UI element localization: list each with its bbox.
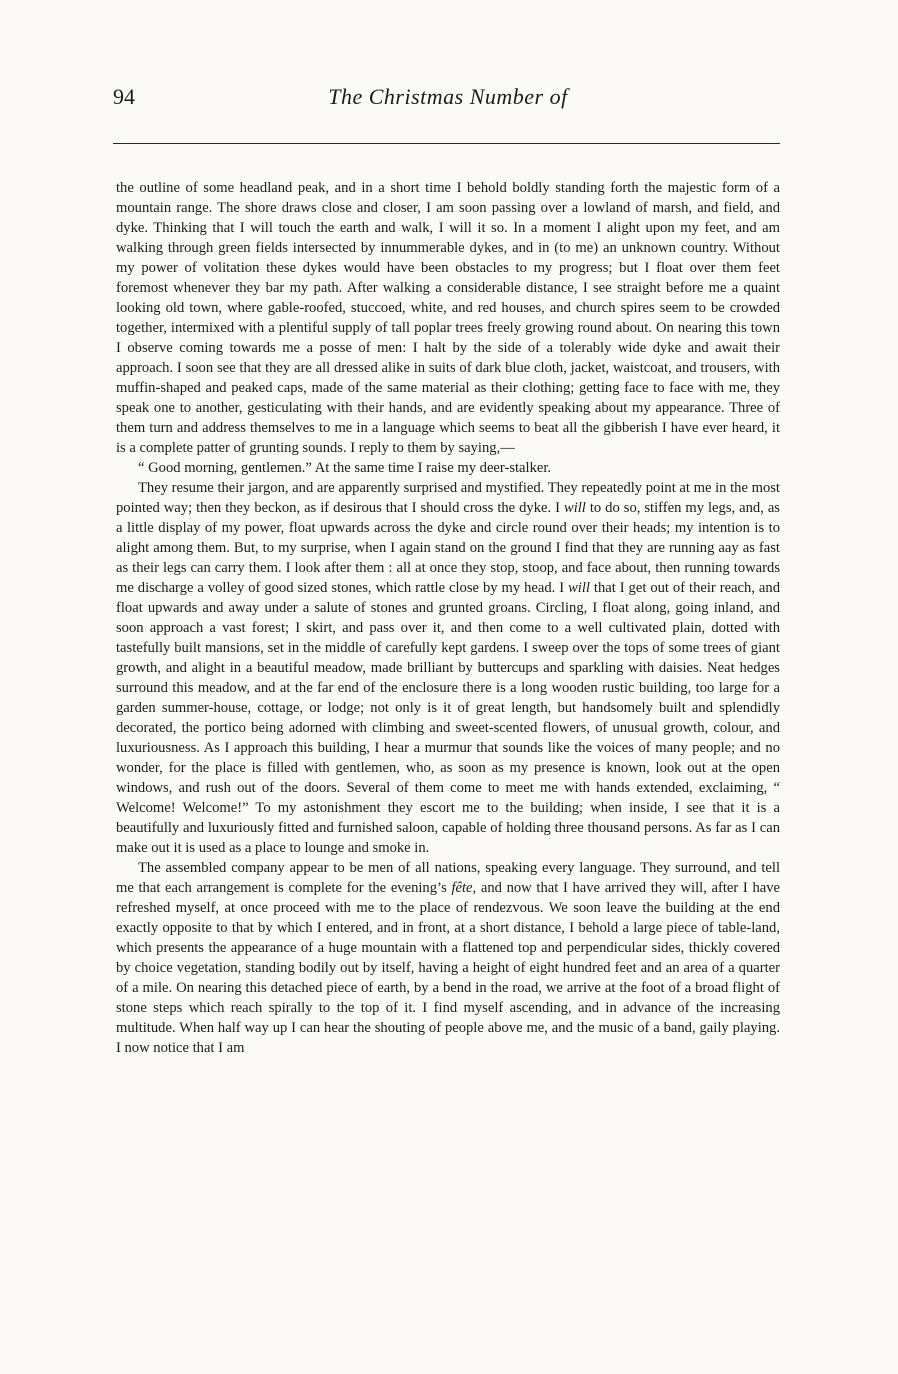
paragraph-4-part-b: , and now that I have arrived they will, after I have refreshed myself, at once proceed with me to the place of rendezvous. We soon leave the building at the end exactly opposite to that by which I entered, and in front, at a short distance, I behold a large piece of table-land, which presents the appearance of a huge mountain with a flattened top and perpendicular sides, thickly covered by choice vegetation, standing bodily out by itself, having a height of eight hundred feet and an area of a quarter of a mile. On nearing this detached piece of earth, by a bend in the road, we arrive at the foot of a broad flight of stone steps which reach spirally to the top of it. I find myself ascending, and in advance of the increasing multitude. When half way up I can hear the shouting of people above me, and the music of a band, gaily playing. I now notice that I am xyxy=(116,880,781,1056)
paragraph-3-part-c: that I get out of their reach, and float upwards and away under a salute of stones and grunted groans. Circling, I float along, going inland, and soon approach a vast forest; I skirt, and pass over it, and then come to a well cultivated plain, dotted with tastefully built mansions, set in the middle of carefully kept gardens. I sweep over the tops of some trees of giant growth, and alight in a beautiful meadow, made brilliant by buttercups and sparkling with daisies. Neat hedges surround this meadow, and at the far end of the enclosure there is a long wooden rustic building, too large for a garden summer-house, cottage, or lodge; not only is it of great length, but handsomely built and splendidly decorated, the portico being adorned with climbing and sweet-scented flowers, of unusual growth, colour, and luxuriousness. As I approach this building, I hear a murmur that sounds like the voices of many people; and no wonder, for the place is filled with gentlemen, who, as soon as my presence is known, look out at the open windows, and rush out of the doors. Several of them come to meet me with hands extended, exclaiming, “ Welcome! Welcome!” To my astonishment they escort me to the building; when inside, I see that it is a beautifully and luxuriously fitted and furnished saloon, capable of holding three thousand persons. As far as I can make out it is used as a place to lounge and smoke in. xyxy=(116,580,780,856)
paragraph-3-part-b: to do so, stiffen my legs, and, as a little display of my power, float upwards across the dyke and circle round over their heads; my intention is to alight among them. But, to my surprise, when I again stand on the ground I find that they are running aay as fast as their legs can carry them. I look after them : all at once they stop, stoop, and face about, then running towards me discharge a volley of good sized stones, which rattle close by my head. I xyxy=(116,500,780,596)
paragraph-3 xyxy=(116,478,780,858)
emphasis-fete: fête xyxy=(451,880,473,896)
paragraph-1: the outline of some headland peak, and in a short time I behold boldly standing forth the majestic form of a mountain range. The shore draws close and closer, I am soon passing over a lowland of marsh, and field, and dyke. Thinking that I will touch the earth and walk, I will it so. In a moment I alight upon my feet, and am walking through green fields intersected by innummerable dykes, and in (to me) an unknown country. Without my power of volitation these dykes would have been obstacles to my progress; but I float over them feet foremost whenever they bar my path. After walking a considerable distance, I see straight before me a quaint looking old town, where gable-roofed, stuccoed, white, and red houses, and church spires seem to be crowded together, intermixed with a plentiful supply of tall poplar trees freely growing round about. On nearing this town I observe coming towards me a posse of men: I halt by the side of a tolerably wide dyke and await their approach. I soon see that they are all dressed alike in suits of dark blue cloth, jacket, waistcoat, and trousers, with muffin-shaped and peaked caps, made of the same material as their clothing; getting face to face with me, they speak one to another, gesticulating with their hands, and are evidently speaking about my appearance. Three of them turn and address themselves to me in a language which seems to beat all the gibberish I have ever heard, it is a complete patter of grunting sounds. I reply to them by saying,— xyxy=(116,180,780,456)
page-header xyxy=(113,80,783,120)
emphasis-will: will xyxy=(563,500,586,516)
paragraph-4 xyxy=(116,858,780,1058)
paragraph-2: “ Good morning, gentlemen.” At the same time I raise my deer-stalker. xyxy=(138,460,552,476)
header-rule xyxy=(113,143,780,144)
article-body xyxy=(116,178,780,1058)
page-number: 94 xyxy=(113,84,135,109)
paragraph-4-part-a: The assembled company appear to be men of all nations, speaking every language. They surround, and tell me that each arrangement is complete for the evening’s xyxy=(116,860,780,896)
paragraph-3-part-a: They resume their jargon, and are apparently surprised and mystified. They repeatedly point at me in the most pointed way; then they beckon, as if desirous that I should cross the dyke. I xyxy=(116,480,780,516)
emphasis-will: will xyxy=(568,580,590,596)
running-title: The Christmas Number of xyxy=(328,84,568,109)
